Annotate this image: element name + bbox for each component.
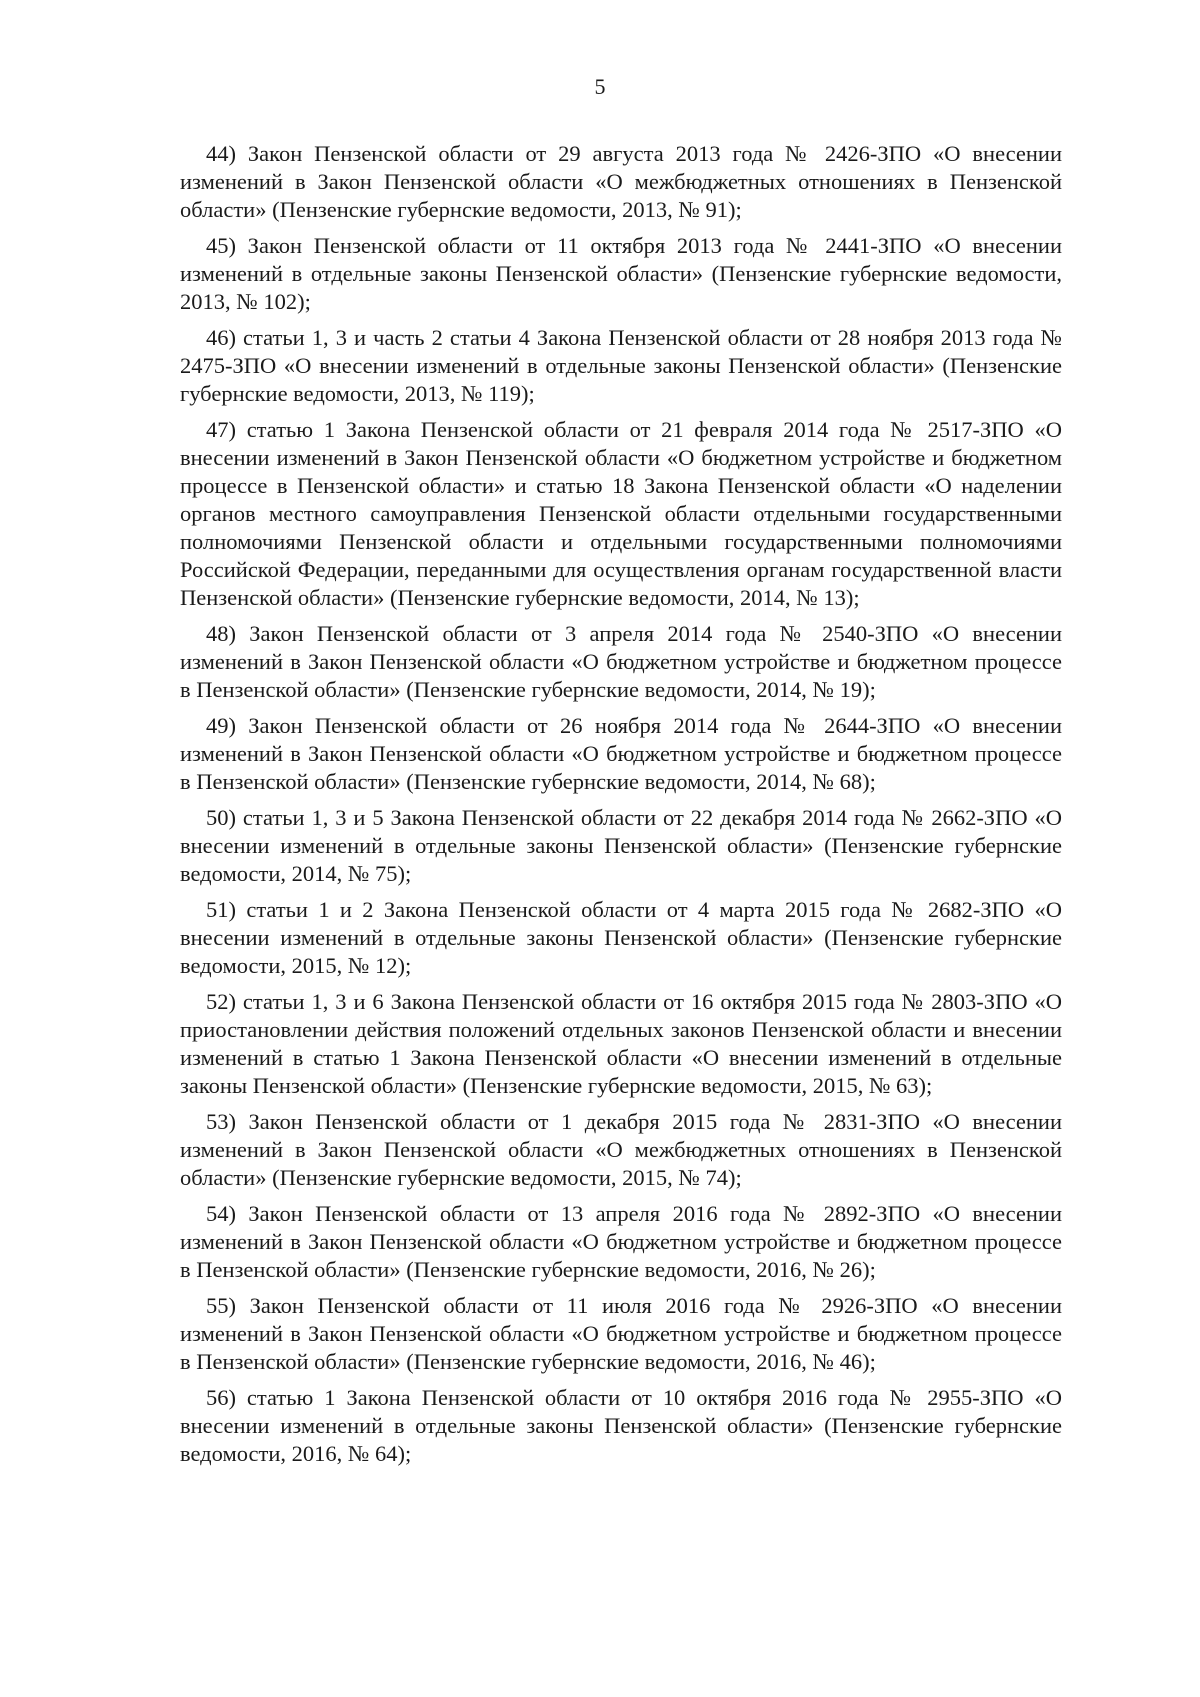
list-item: 56) статью 1 Закона Пензенской области от 10 октября 2016 года № 2955-ЗПО «О внесении изменений в отдельные законы Пензенской области» (Пензенские губернские ведомости, 2016, № 64); — [180, 1385, 1062, 1466]
list-item: 52) статьи 1, 3 и 6 Закона Пензенской области от 16 октября 2015 года № 2803-ЗПО «О приостановлении действия положений отдельных законов Пензенской области и внесении изменений в статью 1 Закона Пензенской области «О внесении изменений в отдельные законы Пензенской области» (Пензенские губернские ведомости, 2015, № 63); — [180, 989, 1062, 1098]
list-item: 54) Закон Пензенской области от 13 апреля 2016 года № 2892-ЗПО «О внесении изменений в Закон Пензенской области «О бюджетном устройстве и бюджетном процессе в Пензенской области» (Пензенские губернские ведомости, 2016, № 26); — [180, 1201, 1062, 1282]
list-item: 50) статьи 1, 3 и 5 Закона Пензенской области от 22 декабря 2014 года № 2662-ЗПО «О внесении изменений в отдельные законы Пензенской области» (Пензенские губернские ведомости, 2014, № 75); — [180, 805, 1062, 886]
page-number: 5 — [594, 74, 606, 99]
list-item: 47) статью 1 Закона Пензенской области от 21 февраля 2014 года № 2517-ЗПО «О внесении изменений в Закон Пензенской области «О бюджетном устройстве и бюджетном процессе в Пензенской области» и статью 18 Закона Пензенской области «О наделении органов местного самоуправления Пензенской области отдельными государственными полномочиями Пензенской области и отдельными государственными полномочиями Российской Федерации, переданными для осуществления органам государственной власти Пензенской области» (Пензенские губернские ведомости, 2014, № 13); — [180, 417, 1062, 610]
list-item: 51) статьи 1 и 2 Закона Пензенской области от 4 марта 2015 года № 2682-ЗПО «О внесении изменений в отдельные законы Пензенской области» (Пензенские губернские ведомости, 2015, № 12); — [180, 897, 1062, 978]
document-body — [180, 140, 1062, 1476]
list-item: 46) статьи 1, 3 и часть 2 статьи 4 Закона Пензенской области от 28 ноября 2013 года № 2475-ЗПО «О внесении изменений в отдельные законы Пензенской области» (Пензенские губернские ведомости, 2013, № 119); — [180, 325, 1062, 406]
list-item: 45) Закон Пензенской области от 11 октября 2013 года № 2441-ЗПО «О внесении изменений в отдельные законы Пензенской области» (Пензенские губернские ведомости, 2013, № 102); — [180, 233, 1062, 314]
list-item: 49) Закон Пензенской области от 26 ноября 2014 года № 2644-ЗПО «О внесении изменений в Закон Пензенской области «О бюджетном устройстве и бюджетном процессе в Пензенской области» (Пензенские губернские ведомости, 2014, № 68); — [180, 713, 1062, 794]
list-item: 53) Закон Пензенской области от 1 декабря 2015 года № 2831-ЗПО «О внесении изменений в Закон Пензенской области «О межбюджетных отношениях в Пензенской области» (Пензенские губернские ведомости, 2015, № 74); — [180, 1109, 1062, 1190]
list-item: 48) Закон Пензенской области от 3 апреля 2014 года № 2540-ЗПО «О внесении изменений в Закон Пензенской области «О бюджетном устройстве и бюджетном процессе в Пензенской области» (Пензенские губернские ведомости, 2014, № 19); — [180, 621, 1062, 702]
list-item: 44) Закон Пензенской области от 29 августа 2013 года № 2426-ЗПО «О внесении изменений в Закон Пензенской области «О межбюджетных отношениях в Пензенской области» (Пензенские губернские ведомости, 2013, № 91); — [180, 141, 1062, 222]
list-item: 55) Закон Пензенской области от 11 июля 2016 года № 2926-ЗПО «О внесении изменений в Закон Пензенской области «О бюджетном устройстве и бюджетном процессе в Пензенской области» (Пензенские губернские ведомости, 2016, № 46); — [180, 1293, 1062, 1374]
